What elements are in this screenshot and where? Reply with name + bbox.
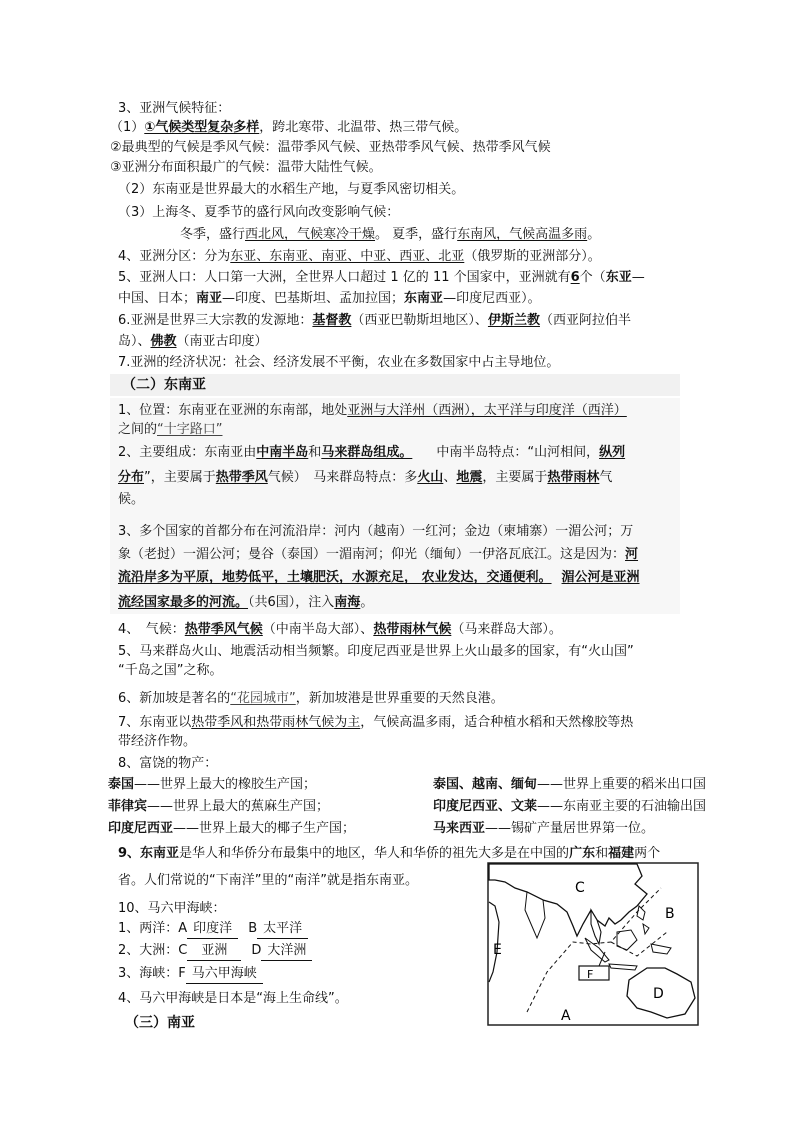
- product-right-3: 马来西亚——锡矿产量居世界第一位。: [433, 821, 655, 836]
- south-asia-heading: （三）南亚: [125, 1015, 195, 1031]
- composition-line-1: 2、主要组成：东南亚由中南半岛和马来群岛组成。 中南半岛特点：“山河相间，纵列: [118, 445, 626, 460]
- map-label-f: F: [587, 968, 594, 981]
- map-label-d: D: [653, 986, 664, 1002]
- singapore-line: 6、新加坡是著名的“花园城市”，新加坡港是世界重要的天然良港。: [118, 691, 504, 706]
- product-right-1: 泰国、越南、缅甸——世界上重要的稻米出口国: [433, 777, 707, 792]
- strait-oceans: 1、两洋：A 印度洋 B 太平洋: [118, 920, 318, 939]
- climate-line-3: ③亚洲分布面积最广的气候：温带大陆性气候。: [110, 160, 382, 175]
- southeast-asia-map: [487, 862, 699, 1026]
- capitals-line-2: 象（老挝）一湄公河；曼谷（泰国）一湄南河；仰光（缅甸）一伊洛瓦底江。这是因为：河: [118, 547, 639, 562]
- climate-line-6: 冬季，盛行西北风，气候寒冷干燥。 夏季，盛行东南风，气候高温多雨。: [180, 227, 601, 242]
- southeast-asia-heading: （二）东南亚: [122, 377, 206, 393]
- capitals-line-3: 流沿岸多为平原，地势低平，土壤肥沃，水源充足， 农业发达，交通便利。 湄公河是亚洲: [118, 570, 640, 585]
- volcano-line-2: “千岛之国”之称。: [118, 663, 223, 678]
- product-right-2: 印度尼西亚、文莱——东南亚主要的石油输出国: [433, 799, 707, 814]
- regions-line: 4、亚洲分区：分为东亚、东南亚、南亚、中亚、西亚、北亚（俄罗斯的亚洲部分）。: [118, 249, 601, 264]
- composition-line-3: 候。: [118, 492, 145, 507]
- chinese-line-2: 省。人们常说的“下南洋”里的“南洋”就是指东南亚。: [118, 873, 418, 888]
- strait-strait: 3、海峡：F 马六甲海峡: [118, 965, 273, 984]
- capitals-line-1: 3、多个国家的首都分布在河流沿岸：河内（越南）一红河；金边（柬埔寨）一湄公河；万: [118, 524, 634, 539]
- product-left-1: 泰国——世界上最大的橡胶生产国；: [108, 777, 317, 792]
- map-label-c: C: [575, 880, 585, 896]
- volcano-line-1: 5、马来群岛火山、地震活动相当频繁。印度尼西亚是世界上火山最多的国家，有“火山国”: [118, 644, 634, 659]
- strait-lifeline: 4、马六甲海峡是日本是“海上生命线”。: [118, 991, 348, 1006]
- religion-line-2: 岛）、佛教（南亚古印度）: [118, 334, 268, 349]
- map-label-e: E: [493, 942, 502, 958]
- chinese-line-1: 9、东南亚是华人和华侨分布最集中的地区，华人和华侨的祖先大多是在中国的广东和福建两个: [118, 846, 661, 861]
- population-line-2: 中国、日本；南亚—印度、巴基斯坦、孟加拉国；东南亚—印度尼西亚）。: [118, 291, 541, 306]
- climate2-line: 4、 气候：热带季风气候（中南半岛大部）、热带雨林气候（马来群岛大部）。: [118, 622, 562, 637]
- climate-line-4: （2）东南亚是世界最大的水稻生产地，与夏季风密切相关。: [118, 182, 465, 197]
- climate-line-2: ②最典型的气候是季风气候：温带季风气候、亚热带季风气候、热带季风气候: [110, 140, 551, 155]
- climate-heading: 3、亚洲气候特征：: [118, 101, 231, 116]
- agri-line-2: 带经济作物。: [118, 734, 197, 749]
- climate-line-1: （1）①气候类型复杂多样，跨北寒带、北温带、热三带气候。: [110, 120, 468, 135]
- capitals-line-4: 流经国家最多的河流。（共6国），注入南海。: [118, 595, 374, 610]
- agri-line-1: 7、东南亚以热带季风和热带雨林气候为主，气候高温多雨，适合种植水稻和天然橡胶等热: [118, 715, 634, 730]
- climate-line-5: （3）上海冬、夏季节的盛行风向改变影响气候：: [118, 205, 400, 220]
- map-label-b: B: [665, 906, 675, 922]
- location-line-1: 1、位置：东南亚在亚洲的东南部，地处亚洲与大洋州（西洲），太平洋与印度洋（西洋）: [118, 403, 627, 418]
- strait-continents: 2、大洲：C 亚洲 D 大洋洲: [118, 942, 322, 961]
- religion-line-1: 6.亚洲是世界三大宗教的发源地：基督教（西亚巴勒斯坦地区）、伊斯兰教（西亚阿拉伯半: [118, 313, 631, 328]
- economy-line: 7.亚洲的经济状况：社会、经济发展不平衡，农业在多数国家中占主导地位。: [118, 355, 560, 370]
- products-heading: 8、富饶的物产：: [118, 756, 218, 771]
- map-label-a: A: [561, 1008, 571, 1024]
- population-line-1: 5、亚洲人口：人口第一大洲，全世界人口超过 1 亿的 11 个国家中，亚洲就有6个（东亚—: [118, 270, 645, 285]
- strait-heading: 10、马六甲海峡：: [118, 901, 226, 916]
- composition-line-2: 分布”，主要属于热带季风气候） 马来群岛特点：多火山、地震，主要属于热带雨林气: [118, 470, 613, 485]
- location-line-2: 之间的“十字路口”: [118, 422, 223, 437]
- product-left-3: 印度尼西亚——世界上最大的椰子生产国；: [108, 821, 356, 836]
- product-left-2: 菲律宾——世界上最大的蕉麻生产国；: [108, 799, 330, 814]
